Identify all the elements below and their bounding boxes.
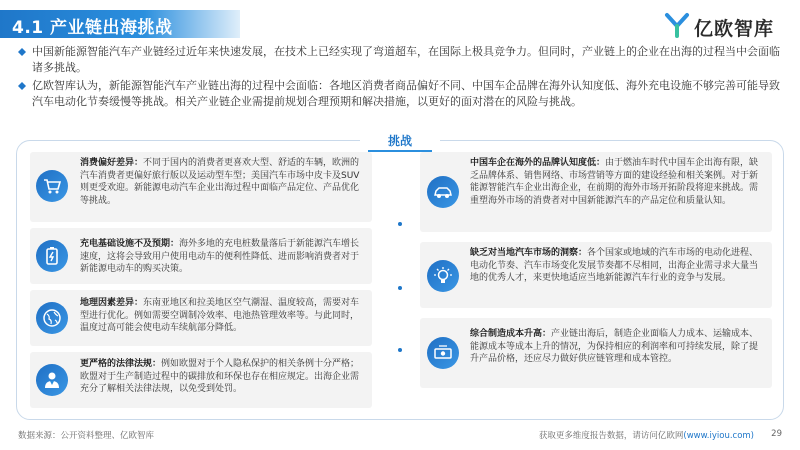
card-title: 消费偏好差异：	[80, 158, 144, 168]
card-body: 不同于国内的消费者更喜欢大型、舒适的车辆，欧洲的汽车消费者更偏好旅行版以及运动型车型；美国汽车市场中皮卡及SUV则更受欢迎。新能源电动汽车企业出海过程中面临产品定位、产品优化等挑战。	[80, 158, 360, 206]
bulb-icon	[427, 260, 459, 292]
card-body: 各个国家或地域的汽车市场的电动化进程、电动化节奏、汽车市场变化发展节奏都不尽相同，出海企业需寻求大量当地的优秀人才，来更快地适应当地新能源汽车行业的竞争与发展。	[470, 248, 759, 283]
card-body: 产业链出海后，制造企业面临人力成本、运输成本、能源成本等成本上升的情况，为保持相应的利润率和可持续发展，除了提升产品价格，还应尽力做好供应链管理和成本管控。	[470, 329, 759, 364]
separator-dot	[398, 286, 402, 290]
bullet-item	[18, 78, 788, 110]
judge-icon	[36, 364, 68, 396]
separator-dot	[398, 222, 402, 226]
card-text	[470, 157, 766, 207]
logo	[664, 10, 784, 40]
card-title: 缺乏对当地汽车市场的洞察：	[470, 248, 588, 258]
card-body: 海外多地的充电桩数量落后于新能源汽车增长速度，这将会导致用户使用电动车的便利性降低、进而影响消费者对于新能源电动车的购买决策。	[80, 239, 360, 274]
page-number: 29	[771, 429, 782, 439]
diamond-icon	[18, 82, 26, 90]
card-title: 更严格的法律法规：	[80, 359, 162, 369]
footer-more-text: 获取更多维度报告数据，请访问亿欧网	[538, 431, 684, 441]
card-title: 中国车企在海外的品牌认知度低：	[470, 158, 606, 168]
footer-more	[539, 429, 754, 441]
card-text	[470, 247, 766, 285]
card-body: 东南亚地区和拉美地区空气潮湿、温度较高，需要对车型进行优化。例如需要空调制冷效率、电池热管理效率等。与此同时，温度过高可能会使电动车续航部分降低。	[80, 298, 360, 333]
card-text	[470, 328, 766, 366]
money-icon	[427, 337, 459, 369]
card-text	[80, 297, 366, 335]
battery-icon	[36, 240, 68, 272]
footer-source: 数据来源：公开资料整理、亿欧智库	[18, 431, 155, 441]
car-icon	[427, 176, 459, 208]
logo-icon	[664, 12, 690, 38]
card-text	[80, 358, 366, 396]
page-title: 4.1 产业链出海挑战	[12, 18, 173, 38]
intro-bullets	[18, 44, 788, 112]
bullet-text: 亿欧智库认为，新能源智能汽车产业链出海的过程中会面临：各地区消费者商品偏好不同、中国车企品牌在海外认知度低、海外充电设施不够完善可能导致汽车电动化节奏缓慢等挑战。相关产业链企业需提前规划合理预期和解决措施，以更好的面对潜在的风险与挑战。	[32, 79, 780, 108]
globe-icon	[36, 302, 68, 334]
panel-label	[360, 132, 440, 150]
footer-url[interactable]: (www.iyiou.com)	[683, 431, 754, 441]
card-title: 地理因素差异：	[80, 298, 144, 308]
card-body: 例如欧盟对于个人隐私保护的相关条例十分严格；欧盟对于生产制造过程中的碳排放和环保也存在相应规定。出海企业需充分了解相关法律法规，以免受到处罚。	[80, 359, 360, 394]
card-title: 充电基础设施不及预期：	[80, 239, 180, 249]
card-title: 综合制造成本升高：	[470, 329, 552, 339]
title-bar	[0, 10, 240, 38]
bullet-item	[18, 44, 788, 76]
logo-text: 亿欧智库	[694, 18, 775, 40]
card-text	[80, 157, 366, 207]
cart-icon	[36, 170, 68, 202]
bullet-text: 中国新能源智能汽车产业链经过近年来快速发展，在技术上已经实现了弯道超车，在国际上极具竞争力。但同时，产业链上的企业在出海的过程当中会面临诸多挑战。	[32, 45, 780, 74]
panel-label-text: 挑战	[387, 134, 412, 148]
card-text	[80, 238, 366, 276]
card-body: 由于燃油车时代中国车企出海有限，缺乏品牌体系、销售网络、市场营销等方面的建设经验和相关案例。对于新能源智能汽车企业出海企业，在前期的海外市场开拓阶段将迎来挑战。需重塑海外市场的消费者对中国新能源汽车的产品定位和质量认知。	[470, 158, 759, 206]
diamond-icon	[18, 48, 26, 56]
separator-dot	[398, 348, 402, 352]
